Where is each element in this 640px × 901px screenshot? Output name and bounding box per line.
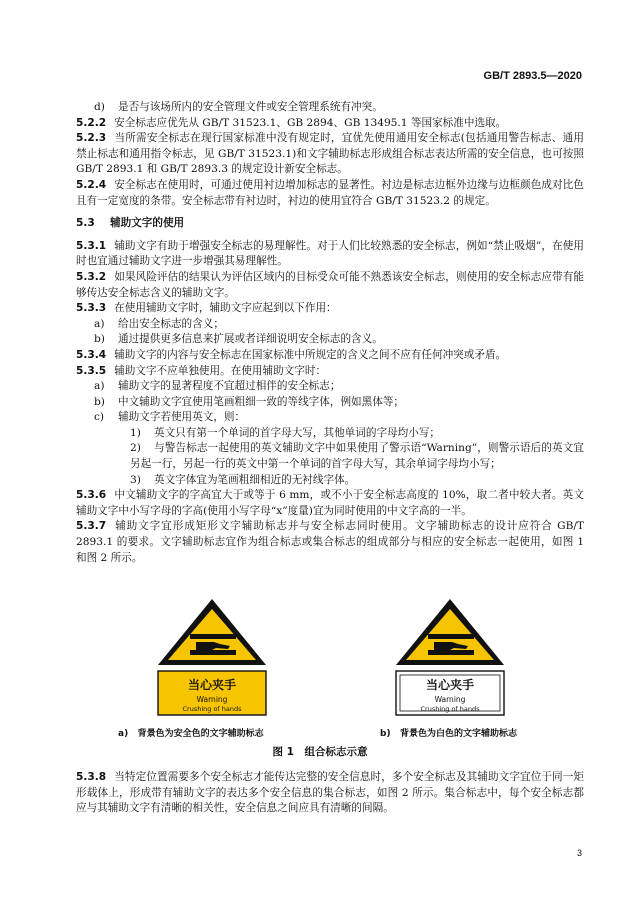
body-text xyxy=(76,100,584,566)
paragraph-5-3 xyxy=(76,216,584,232)
sign-a-en-line1: Warning xyxy=(196,695,228,704)
page-number: 3 xyxy=(576,848,582,858)
caption-a-label: a) xyxy=(118,729,129,739)
paragraph-5-3-5c3 xyxy=(76,473,584,489)
paragraph-5-3-6 xyxy=(76,488,584,519)
clause-number: 3) xyxy=(130,473,141,486)
figure-title: 图 1 组合标志示意 xyxy=(272,746,368,758)
clause-text: 辅助文字若使用英文，则： xyxy=(118,411,246,424)
standard-header: GB/T 2893.5—2020 xyxy=(483,70,582,82)
clause-number: a) xyxy=(94,317,105,330)
paragraph-5-3-3b xyxy=(76,332,584,348)
paragraph-5-3-4 xyxy=(76,348,584,364)
paragraph-5-3-2 xyxy=(76,270,584,301)
clause-number: 5.2.4 xyxy=(76,178,107,191)
paragraph-5-3-8 xyxy=(76,770,584,817)
sign-a-cn-text: 当心夹手 xyxy=(187,678,237,692)
sign-b xyxy=(386,596,516,718)
warning-triangle-icon xyxy=(396,599,504,665)
warning-triangle-icon xyxy=(158,599,266,665)
clause-text: 如果风险评估的结果认为评估区域内的目标受众可能不熟悉该安全标志，则使用的安全标志应带有能够传达安全标志含义的辅助文字。 xyxy=(76,270,584,299)
clause-text: 英文只有第一个单词的首字母大写，其他单词的字母均小写； xyxy=(154,426,441,439)
body-text-after xyxy=(76,770,584,817)
paragraph-5-3-5c2 xyxy=(76,441,584,472)
clause-text: 通过提供更多信息来扩展或者详细说明安全标志的含义。 xyxy=(118,333,383,346)
clause-number: 5.3.1 xyxy=(76,239,107,252)
sign-b-en-line1: Warning xyxy=(434,695,466,704)
paragraph-d xyxy=(76,100,584,116)
clause-text: 是否与该场所内的安全管理文件或安全管理系统有冲突。 xyxy=(118,101,383,113)
clause-text: 辅助文字有助于增强安全标志的易理解性。对于人们比较熟悉的安全标志，例如“禁止吸烟”，在使用时也宜通过辅助文字进一步增强其易理解性。 xyxy=(76,239,584,268)
clause-number: 5.2.2 xyxy=(76,116,107,129)
paragraph-5-2-2 xyxy=(76,116,584,132)
clause-text: 中文辅助文字的字高宜大于或等于 6 mm，或不小于安全标志高度的 10%，取二者中较大者。英文辅助文字中小写字母的字高(使用小写字母“x”度量)宜为同时使用的中文字高的一半。 xyxy=(76,489,584,517)
clause-number: 5.3 xyxy=(76,217,95,230)
clause-number: d) xyxy=(94,101,105,113)
caption-a-text: 背景色为安全色的文字辅助标志 xyxy=(137,729,264,739)
clause-number: a) xyxy=(94,380,105,393)
paragraph-5-3-5c xyxy=(76,410,584,426)
clause-text: 英文字体宜为笔画粗细相近的无衬线字体。 xyxy=(154,473,356,486)
clause-number: b) xyxy=(94,395,105,408)
caption-b-text: 背景色为白色的文字辅助标志 xyxy=(399,729,517,739)
paragraph-5-2-3 xyxy=(76,131,584,178)
paragraph-5-3-5c1 xyxy=(76,426,584,442)
clause-number: 5.2.3 xyxy=(76,132,107,145)
clause-number: 5.3.2 xyxy=(76,270,107,283)
clause-number: 5.3.6 xyxy=(76,489,107,502)
clause-number: 5.3.4 xyxy=(76,348,107,361)
sign-b-en-line2: Crushing of hands xyxy=(420,705,480,713)
clause-text: 辅助文字的显著程度不宜超过相伴的安全标志； xyxy=(118,380,341,393)
sign-b-cn-text: 当心夹手 xyxy=(425,678,475,692)
clause-text: 安全标志应优先从 GB/T 31523.1、GB 2894、GB 13495.1 等国家标准中选取。 xyxy=(114,116,507,129)
clause-text: 给出安全标志的含义； xyxy=(118,317,224,330)
clause-text: 辅助文字宜形成矩形文字辅助标志并与安全标志同时使用。文字辅助标志的设计应符合 GB/T 2893.1 的要求。文字辅助标志宜作为组合标志或集合标志的组成部分与相应的安全标志一起使用，如图 1 和图 2 所示。 xyxy=(76,520,584,564)
caption-b-label: b) xyxy=(380,729,391,739)
clause-number: 5.3.5 xyxy=(76,364,107,377)
clause-text: 辅助文字不应单独使用。在使用辅助文字时： xyxy=(114,364,327,377)
clause-number: 5.3.7 xyxy=(76,520,107,533)
clause-text: 与警告标志一起使用的英文辅助文字中如果使用了警示语“Warning”，则警示语后的英文宜另起一行，另起一行的英文中第一个单词的首字母大写，其余单词字母均小写； xyxy=(130,442,584,471)
paragraph-5-3-5 xyxy=(76,364,584,380)
caption-a xyxy=(118,726,264,739)
paragraph-5-3-1 xyxy=(76,239,584,270)
clause-text: 中文辅助文字宜使用笔画粗细一致的等线字体，例如黑体等； xyxy=(118,395,405,408)
paragraph-5-3-5b xyxy=(76,395,584,411)
paragraph-5-3-7 xyxy=(76,519,584,566)
clause-text: 辅助文字的内容与安全标志在国家标准中所规定的含义之间不应有任何冲突或矛盾。 xyxy=(114,348,507,361)
clause-text: 在使用辅助文字时，辅助文字应起到以下作用： xyxy=(114,302,337,315)
clause-number: 2) xyxy=(130,442,141,455)
paragraph-5-3-3a xyxy=(76,317,584,333)
paragraph-5-2-4 xyxy=(76,178,584,209)
clause-text: 当特定位置需要多个安全标志才能传达完整的安全信息时，多个安全标志及其辅助文字宜位于同一矩形载体上，形成带有辅助文字的表达多个安全信息的集合标志，如图 2 所示。集合标志中，每个安全标志都应与其辅助文字有清晰的相关性，安全信息之间应具有清晰的间隔。 xyxy=(76,771,584,815)
caption-b xyxy=(380,726,517,739)
clause-text: 安全标志在使用时，可通过使用衬边增加标志的显著性。衬边是标志边框外边缘与边框颜色成对比色且有一定宽度的条带。安全标志带有衬边时，衬边的使用宜符合 GB/T 31523.2 的规定。 xyxy=(76,178,584,207)
clause-number: 5.3.3 xyxy=(76,302,107,315)
clause-text: 辅助文字的使用 xyxy=(110,217,185,230)
sign-a-en-line2: Crushing of hands xyxy=(182,705,242,713)
sign-a xyxy=(148,596,278,718)
clause-number: c) xyxy=(94,411,105,424)
clause-text: 当所需安全标志在现行国家标准中没有规定时，宜优先使用通用安全标志(包括通用警告标志、通用禁止标志和通用指令标志，见 GB/T 31523.1)和文字辅助标志形成组合标志表达所需的安全信息，也可按照 GB/T 2893.1 和 GB/T 2893.3 的规定设计新安全标志。 xyxy=(76,132,584,176)
paragraph-5-3-5a xyxy=(76,379,584,395)
clause-number: 1) xyxy=(130,426,141,439)
paragraph-5-3-3 xyxy=(76,301,584,317)
clause-number: b) xyxy=(94,333,105,346)
clause-number: 5.3.8 xyxy=(76,771,107,783)
